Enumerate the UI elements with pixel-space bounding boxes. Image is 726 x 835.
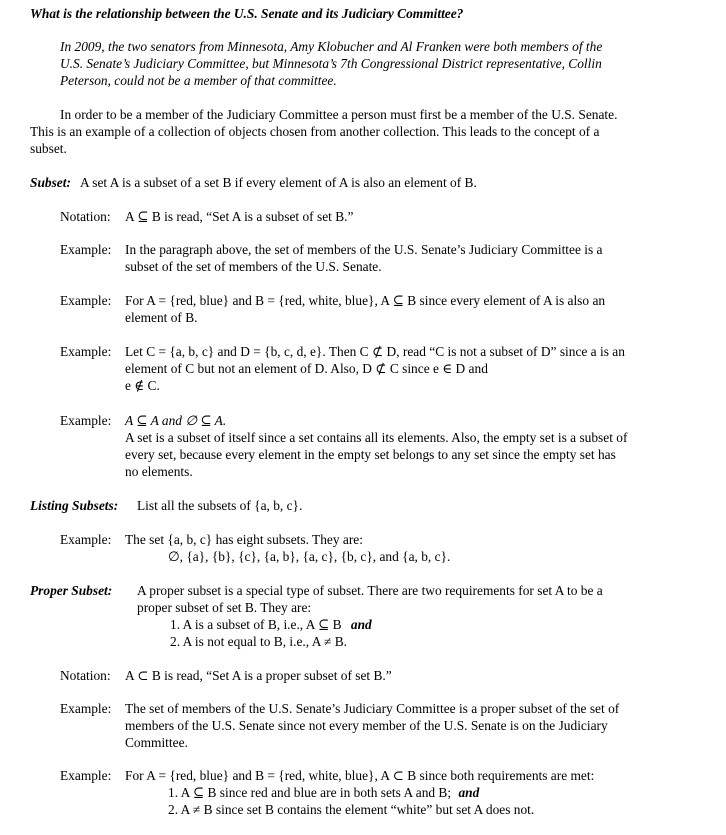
proper-subset-line: A proper subset is a special type of subset. There are two requirements for set A to be a [137, 583, 603, 598]
example-line: no elements. [125, 464, 193, 479]
example-line: subset of the set of members of the U.S. Senate. [125, 259, 382, 274]
notation-label: Notation: [60, 668, 111, 683]
requirement-text: 1. A is a subset of B, i.e., A ⊆ B [170, 617, 342, 632]
listing-subsets-term: Listing Subsets: [30, 498, 119, 513]
intro-line: U.S. Senate’s Judiciary Committee, but Minnesota’s 7th Congressional District representative, Collin [60, 56, 602, 71]
example-line: For A = {red, blue} and B = {red, white, blue}, A ⊂ B since both requirements are met: [125, 768, 595, 783]
example-label: Example: [60, 768, 112, 783]
example-line: A set is a subset of itself since a set contains all its elements. Also, the empty set is a subset of [125, 430, 628, 445]
example-line: In the paragraph above, the set of members of the U.S. Senate’s Judiciary Committee is a [125, 242, 603, 257]
example-line: e ∉ C. [125, 378, 160, 393]
and-conjunction: and [350, 617, 372, 632]
page-title: What is the relationship between the U.S. Senate and its Judiciary Committee? [30, 6, 464, 21]
notation-label: Notation: [60, 209, 111, 224]
intro-line: Peterson, could not be a member of that committee. [60, 73, 337, 88]
example-line: every set, because every element in the empty set belongs to any set since the empty set has [125, 447, 616, 462]
example-line: element of C but not an element of D. Also, D ⊄ C since e ∈ D and [125, 361, 488, 376]
notation-text: A ⊂ B is read, “Set A is a proper subset of set B.” [125, 668, 392, 683]
example-label: Example: [60, 293, 112, 308]
example-line: Committee. [125, 735, 188, 750]
subsets-list: ∅, {a}, {b}, {c}, {a, b}, {a, c}, {b, c}, and {a, b, c}. [168, 549, 451, 564]
notation-text: A ⊆ B is read, “Set A is a subset of set B.” [125, 209, 354, 224]
example-line: Let C = {a, b, c} and D = {b, c, d, e}. Then C ⊄ D, read “C is not a subset of D” since a is an [125, 344, 625, 359]
proper-subset-term: Proper Subset: [30, 583, 113, 598]
requirement-item [170, 617, 372, 633]
example-label: Example: [60, 344, 112, 359]
requirement-item: 2. A is not equal to B, i.e., A ≠ B. [170, 634, 347, 649]
example-line: The set of members of the U.S. Senate’s Judiciary Committee is a proper subset of the set of [125, 701, 620, 716]
requirement-item [168, 785, 479, 801]
requirement-item: 2. A ≠ B since set B contains the element “white” but set A does not. [168, 802, 535, 817]
example-line: members of the U.S. Senate since not every member of the U.S. Senate is on the Judiciary [125, 718, 608, 733]
example-line: A ⊆ A and ∅ ⊆ A. [125, 413, 227, 428]
example-line: For A = {red, blue} and B = {red, white, blue}, A ⊆ B since every element of A is also an [125, 293, 606, 308]
subset-definition: A set A is a subset of a set B if every element of A is also an element of B. [80, 175, 477, 190]
intro-line: In 2009, the two senators from Minnesota, Amy Klobucher and Al Franken were both members of the [60, 39, 603, 54]
paragraph-line: In order to be a member of the Judiciary Committee a person must first be a member of the U.S. Senate. [60, 107, 618, 122]
and-conjunction: and [458, 785, 480, 800]
example-label: Example: [60, 242, 112, 257]
example-line: element of B. [125, 310, 198, 325]
example-label: Example: [60, 532, 112, 547]
paragraph-line: subset. [30, 141, 67, 156]
requirement-text: 1. A ⊆ B since red and blue are in both sets A and B; [168, 785, 452, 800]
subset-term: Subset: [30, 175, 71, 190]
listing-subsets-text: List all the subsets of {a, b, c}. [137, 498, 303, 513]
example-label: Example: [60, 701, 112, 716]
example-line: The set {a, b, c} has eight subsets. They are: [125, 532, 363, 547]
proper-subset-line: proper subset of set B. They are: [137, 600, 312, 615]
example-label: Example: [60, 413, 112, 428]
paragraph-line: This is an example of a collection of objects chosen from another collection. This leads to the concept of a [30, 124, 600, 139]
